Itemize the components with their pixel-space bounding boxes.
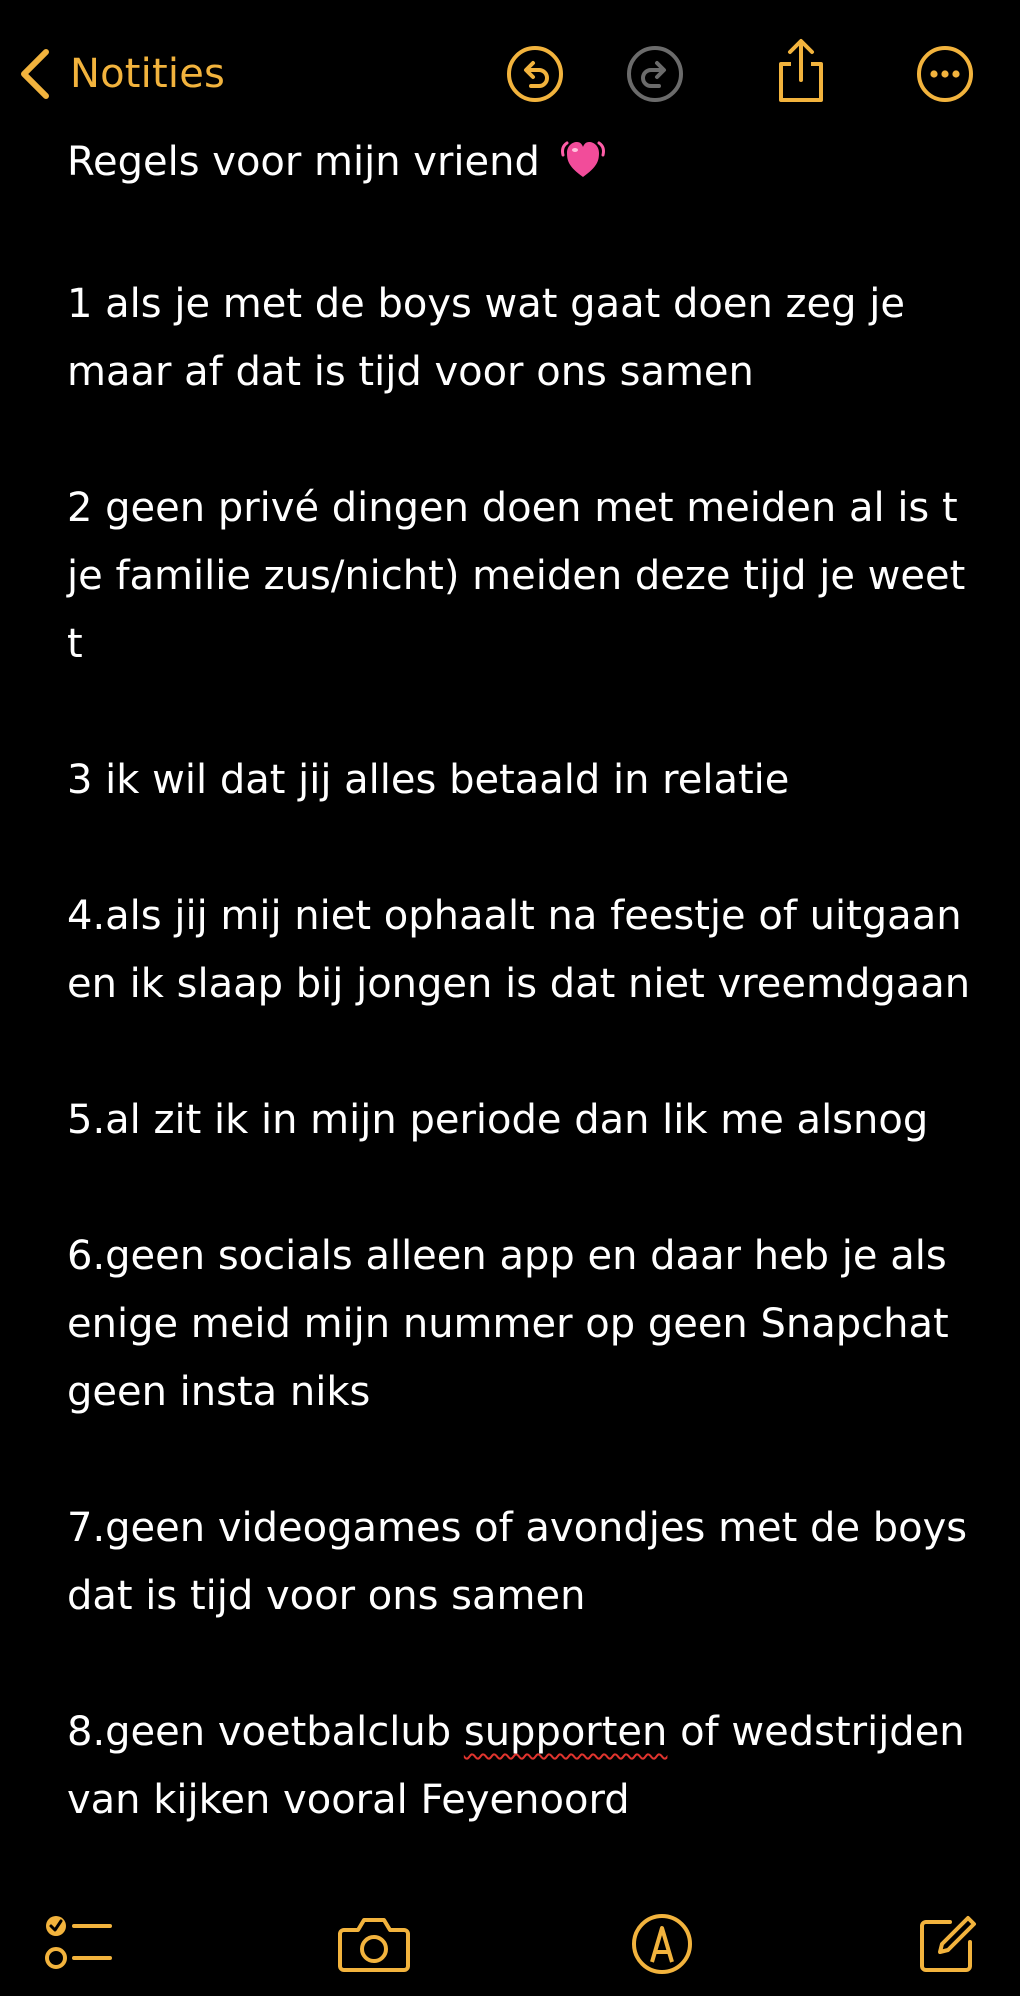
- bottom-toolbar: [0, 1900, 1020, 1996]
- redo-button[interactable]: [625, 44, 685, 104]
- misspelled-word[interactable]: supporten: [463, 1709, 668, 1755]
- rule-4: 4.als jij mij niet ophaalt na feestje of uitgaan en ik slaap bij jongen is dat niet vreemdgaan: [67, 893, 971, 1007]
- rule-1: 1 als je met de boys wat gaat doen zeg je maar af dat is tijd voor ons samen: [67, 281, 905, 395]
- undo-button[interactable]: [505, 44, 565, 104]
- note-title: Regels voor mijn vriend: [67, 128, 977, 202]
- share-icon: [773, 36, 829, 106]
- heart-emoji: [557, 133, 609, 202]
- rule-3: 3 ik wil dat jij alles betaald in relatie: [67, 757, 790, 803]
- rule-5: 5.al zit ik in mijn periode dan lik me alsnog: [67, 1097, 929, 1143]
- rule-7: 7.geen videogames of avondjes met de boys dat is tijd voor ons samen: [67, 1505, 968, 1619]
- markup-button[interactable]: [630, 1908, 694, 1980]
- navigation-bar: [0, 0, 1020, 140]
- undo-icon: [505, 44, 565, 104]
- checklist-icon: [44, 1912, 116, 1976]
- compose-icon: [916, 1912, 980, 1976]
- share-button[interactable]: [771, 36, 831, 106]
- rule-6: 6.geen socials alleen app en daar heb je als enige meid mijn nummer op geen Snapchat geen insta niks: [67, 1233, 949, 1415]
- more-button[interactable]: [915, 44, 975, 104]
- compose-button[interactable]: [916, 1908, 980, 1980]
- rule-8: 8.geen voetbalclub supporten of wedstrijden van kijken vooral Feyenoord: [67, 1709, 965, 1823]
- chevron-left-icon: [18, 48, 52, 100]
- back-label: Notities: [70, 51, 226, 97]
- rule-2: 2 geen privé dingen doen met meiden al is t je familie zus/nicht) meiden deze tijd je weet t: [67, 485, 966, 667]
- camera-icon: [336, 1914, 412, 1974]
- more-icon: [915, 44, 975, 104]
- redo-icon: [625, 44, 685, 104]
- markup-icon: [630, 1912, 694, 1976]
- back-button[interactable]: [18, 44, 225, 104]
- note-body[interactable]: [67, 128, 977, 1902]
- camera-button[interactable]: [336, 1908, 412, 1980]
- checklist-button[interactable]: [44, 1908, 116, 1980]
